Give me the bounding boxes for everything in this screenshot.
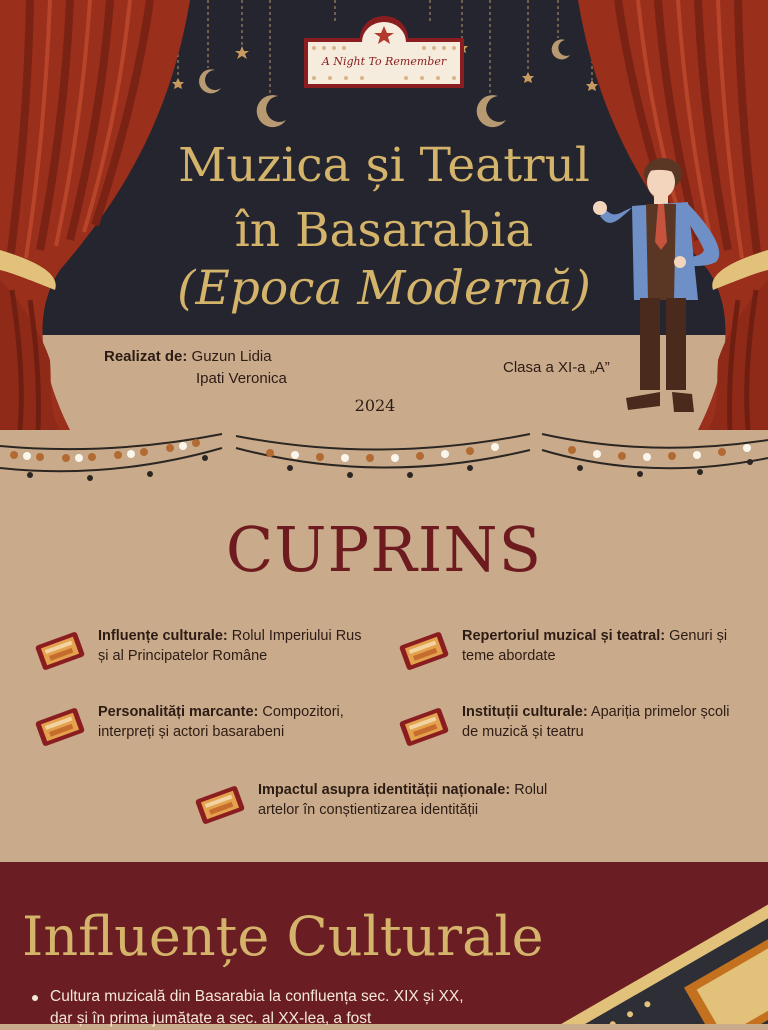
toc-item-cultural-influences [34,626,374,676]
toc-item-text [462,702,738,742]
actor-illustration [588,150,728,420]
toc-item-text [98,702,384,742]
author-2: Ipati Veronica [196,370,287,387]
moon-icon [199,69,221,93]
toc-item-desc: Rolul Imperiului Rus și al Principatelor Române [98,628,362,664]
credits-label: Realizat de: [104,348,188,365]
toc-item-title: Instituții culturale: [462,704,588,720]
toc-item-personalities [34,702,384,752]
bullet-dot [32,995,38,1001]
ticket-icon [398,626,450,676]
toc-item-title: Personalități marcante: [98,704,259,720]
toc-item-desc: Compozitori, interpreți și actori basarabeni [98,704,344,740]
ticket-icon [34,626,86,676]
author-1: Guzun Lidia [191,348,272,365]
toc-item-title: Repertoriul muzical și teatral: [462,628,666,644]
title-line-2: în Basarabia [234,203,534,258]
toc-item-repertoire [398,626,748,676]
toc-item-desc: Rolul artelor în conștientizarea identității [258,782,548,818]
section-title: Influențe Culturale [22,905,544,968]
moon-icon [552,39,570,59]
title-line-3: (Epoca Modernă) [177,261,591,316]
year: 2024 [354,396,396,415]
toc-item-national-identity [194,780,584,830]
marquee-sign [300,12,468,92]
admit-ticket-decoration [520,870,768,1024]
moon-icon [477,95,506,127]
toc-item-desc: Apariția primelor școli de muzică și teatru [462,704,730,740]
toc-item-title: Impactul asupra identității naționale: [258,782,511,798]
string-lights [0,428,768,488]
section-bullet [36,986,476,1030]
star-icon [522,72,534,83]
ticket-icon [398,702,450,752]
toc-item-institutions [398,702,738,752]
toc-heading: CUPRINS [225,513,543,586]
marquee-sign-text: A Night To Remember [321,55,447,68]
toc-item-desc: Genuri și teme abordate [462,628,728,664]
title-line-1: Muzica și Teatrul [178,138,590,193]
bullet-text: Cultura muzicală din Basarabia la confluența sec. XIX și XX, dar și în prima jumătate a sec. al XX-lea, a fost [50,988,464,1027]
toc-item-title: Influențe culturale: [98,628,228,644]
class-label: Clasa a XI-a „A” [503,359,610,376]
star-icon [235,46,249,59]
moon-icon [257,95,286,127]
credits-authors [104,348,272,365]
ticket-icon [34,702,86,752]
toc-item-text [258,780,584,820]
ticket-icon [194,780,246,830]
toc-item-text [462,626,748,666]
toc-item-text [98,626,374,666]
